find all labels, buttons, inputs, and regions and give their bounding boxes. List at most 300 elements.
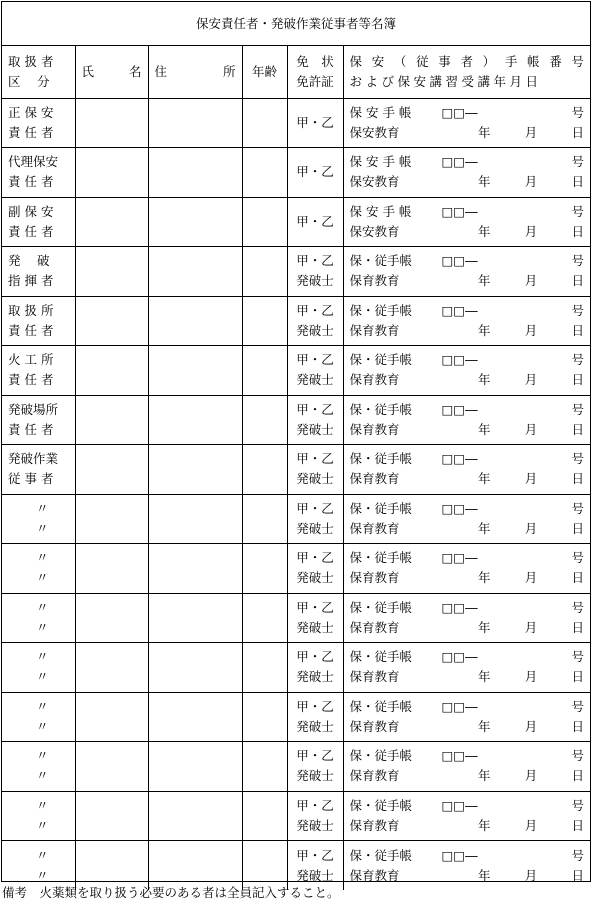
category-cell — [2, 98, 75, 148]
license-line1: 甲・乙 — [296, 401, 334, 417]
category-line2: 〃 — [36, 867, 49, 883]
education-type: 保育教育 — [349, 817, 400, 833]
table-row — [2, 643, 590, 693]
roster-form — [1, 1, 591, 882]
license-line2: 発破士 — [296, 669, 334, 685]
education-date-line — [350, 766, 591, 786]
category-cell — [2, 643, 75, 693]
name-cell[interactable] — [75, 395, 148, 445]
education-type: 保育教育 — [349, 867, 400, 883]
education-date-line — [350, 172, 591, 192]
license-line1: 甲・乙 — [296, 599, 334, 615]
header-handbook — [343, 46, 590, 98]
category-line1: 発破作業 — [8, 451, 59, 467]
license-cell — [287, 197, 343, 247]
header-category — [2, 46, 75, 98]
handbook-number-prefix: □□― — [441, 550, 478, 566]
license-cell — [287, 346, 343, 396]
age-cell[interactable] — [242, 544, 287, 594]
go-label: 号 — [571, 253, 584, 269]
education-date-line — [350, 321, 591, 341]
education-date-line — [350, 370, 591, 390]
category-line2: 指 揮 者 — [8, 273, 54, 289]
handbook-number-prefix: □□― — [441, 401, 478, 417]
handbook-number-prefix: □□― — [441, 847, 478, 863]
license-line1: 甲・乙 — [296, 451, 334, 467]
handbook-type: 保・従手帳 — [349, 253, 413, 269]
handbook-cell — [343, 296, 590, 346]
go-label: 号 — [571, 352, 584, 368]
year-label: 年 — [478, 372, 491, 388]
age-cell[interactable] — [242, 841, 287, 891]
name-cell[interactable] — [75, 98, 148, 148]
handbook-number-line — [350, 400, 591, 420]
year-label: 年 — [478, 322, 491, 338]
age-cell[interactable] — [242, 643, 287, 693]
age-cell[interactable] — [242, 296, 287, 346]
category-line2: 〃 — [36, 570, 49, 586]
table-row — [2, 494, 590, 544]
handbook-number-line — [350, 350, 591, 370]
license-line1: 甲・乙 — [296, 253, 334, 269]
license-line2: 発破士 — [296, 372, 334, 388]
handbook-cell — [343, 643, 590, 693]
go-label: 号 — [571, 550, 584, 566]
header-license-line2: 免許証 — [296, 73, 334, 89]
handbook-number-prefix: □□― — [441, 599, 478, 615]
month-label: 月 — [524, 124, 538, 140]
education-date-line — [350, 469, 591, 489]
year-label: 年 — [478, 570, 491, 586]
category-cell — [2, 494, 75, 544]
day-label: 日 — [571, 421, 584, 437]
age-cell[interactable] — [242, 791, 287, 841]
license-cell — [287, 791, 343, 841]
handbook-number-prefix: □□― — [441, 302, 478, 318]
header-address — [148, 46, 242, 98]
name-cell[interactable] — [75, 544, 148, 594]
handbook-number-line — [350, 647, 591, 667]
license-line1: 甲・乙 — [296, 302, 334, 318]
license-cell — [287, 593, 343, 643]
handbook-number-prefix: □□― — [441, 698, 478, 714]
handbook-number-prefix: □□― — [441, 253, 478, 269]
month-label: 月 — [524, 174, 538, 190]
month-label: 月 — [524, 570, 538, 586]
month-label: 月 — [524, 520, 538, 536]
month-label: 月 — [524, 669, 538, 685]
age-cell[interactable] — [242, 197, 287, 247]
address-cell[interactable] — [148, 247, 242, 297]
day-label: 日 — [571, 570, 584, 586]
month-label: 月 — [524, 718, 538, 734]
license-line1: 甲・乙 — [296, 649, 334, 665]
go-label: 号 — [571, 599, 584, 615]
remarks-note: 備考 火薬類を取り扱う必要のある者は全員記入すること。 — [2, 885, 340, 900]
handbook-number-line — [350, 251, 591, 271]
education-date-line — [350, 866, 591, 886]
handbook-cell — [343, 593, 590, 643]
category-cell — [2, 791, 75, 841]
day-label: 日 — [571, 174, 584, 190]
license-cell — [287, 494, 343, 544]
license-line2: 発破士 — [296, 768, 334, 784]
license-line2: 発破士 — [296, 322, 334, 338]
category-line2: 責 任 者 — [8, 174, 54, 190]
category-line1: 発 破 — [8, 253, 50, 269]
license-line1: 甲・乙 — [296, 748, 334, 764]
name-cell[interactable] — [75, 742, 148, 792]
table-row — [2, 296, 590, 346]
category-line2: 〃 — [36, 817, 49, 833]
education-type: 保育教育 — [349, 372, 400, 388]
license-cell — [287, 544, 343, 594]
license-line2: 発破士 — [296, 273, 334, 289]
address-cell[interactable] — [148, 841, 242, 891]
header-name-left: 氏 — [81, 63, 95, 79]
day-label: 日 — [571, 223, 584, 239]
education-type: 保育教育 — [349, 570, 400, 586]
address-cell[interactable] — [148, 98, 242, 148]
license-line2: 発破士 — [296, 520, 334, 536]
license-line2: 発破士 — [296, 421, 334, 437]
category-line1: 〃 — [36, 797, 49, 813]
license-line2: 発破士 — [296, 817, 334, 833]
education-date-line — [350, 123, 591, 143]
handbook-number-prefix: □□― — [441, 154, 478, 170]
month-label: 月 — [524, 817, 538, 833]
handbook-number-line — [350, 103, 591, 123]
license-cell — [287, 643, 343, 693]
age-cell[interactable] — [242, 742, 287, 792]
education-type: 保育教育 — [349, 322, 400, 338]
handbook-type: 保 安 手 帳 — [349, 203, 412, 219]
education-type: 保安教育 — [349, 174, 400, 190]
name-cell[interactable] — [75, 841, 148, 891]
license-cell — [287, 841, 343, 891]
handbook-number-line — [350, 548, 591, 568]
handbook-cell — [343, 346, 590, 396]
year-label: 年 — [478, 273, 491, 289]
category-line1: 〃 — [36, 649, 49, 665]
license-line2: 発破士 — [296, 867, 334, 883]
handbook-type: 保・従手帳 — [349, 797, 413, 813]
education-type: 保育教育 — [349, 520, 400, 536]
education-date-line — [350, 271, 591, 291]
day-label: 日 — [571, 124, 584, 140]
category-line2: 〃 — [36, 768, 49, 784]
license-line1: 甲・乙 — [296, 698, 334, 714]
education-date-line — [350, 222, 591, 242]
name-cell[interactable] — [75, 247, 148, 297]
year-label: 年 — [478, 817, 491, 833]
license-cell — [287, 247, 343, 297]
day-label: 日 — [571, 619, 584, 635]
address-cell[interactable] — [148, 593, 242, 643]
category-line1: 〃 — [36, 500, 49, 516]
table-row — [2, 346, 590, 396]
handbook-number-prefix: □□― — [441, 500, 478, 516]
age-cell[interactable] — [242, 692, 287, 742]
handbook-type: 保・従手帳 — [349, 550, 413, 566]
handbook-number-line — [350, 796, 591, 816]
handbook-number-prefix: □□― — [441, 797, 478, 813]
header-name — [75, 46, 148, 98]
year-label: 年 — [478, 471, 491, 487]
age-cell[interactable] — [242, 346, 287, 396]
age-cell[interactable] — [242, 98, 287, 148]
education-date-line — [350, 717, 591, 737]
category-line1: 代理保安 — [8, 154, 59, 170]
year-label: 年 — [478, 520, 491, 536]
education-type: 保安教育 — [349, 124, 400, 140]
name-cell[interactable] — [75, 445, 148, 495]
table-row — [2, 544, 590, 594]
handbook-cell — [343, 395, 590, 445]
category-cell — [2, 247, 75, 297]
year-label: 年 — [478, 124, 491, 140]
address-cell[interactable] — [148, 742, 242, 792]
category-line1: 〃 — [36, 748, 49, 764]
address-cell[interactable] — [148, 692, 242, 742]
handbook-number-prefix: □□― — [441, 649, 478, 665]
handbook-type: 保・従手帳 — [349, 500, 413, 516]
category-line1: 火 工 所 — [8, 352, 54, 368]
education-type: 保育教育 — [349, 619, 400, 635]
category-line2: 責 任 者 — [8, 421, 54, 437]
address-cell[interactable] — [148, 544, 242, 594]
header-category-line2: 区 分 — [8, 73, 50, 89]
education-type: 保育教育 — [349, 718, 400, 734]
category-cell — [2, 593, 75, 643]
handbook-cell — [343, 148, 590, 198]
address-cell[interactable] — [148, 494, 242, 544]
age-cell[interactable] — [242, 445, 287, 495]
name-cell[interactable] — [75, 593, 148, 643]
table-row — [2, 98, 590, 148]
year-label: 年 — [478, 768, 491, 784]
education-date-line — [350, 667, 591, 687]
handbook-type: 保・従手帳 — [349, 302, 413, 318]
license-line1: 甲・乙 — [296, 164, 334, 180]
table-row — [2, 197, 590, 247]
year-label: 年 — [478, 421, 491, 437]
handbook-cell — [343, 742, 590, 792]
handbook-type: 保 安 手 帳 — [349, 154, 412, 170]
handbook-cell — [343, 544, 590, 594]
address-cell[interactable] — [148, 296, 242, 346]
address-cell[interactable] — [148, 148, 242, 198]
education-type: 保育教育 — [349, 768, 400, 784]
handbook-cell — [343, 692, 590, 742]
handbook-type: 保・従手帳 — [349, 401, 413, 417]
education-type: 保安教育 — [349, 223, 400, 239]
category-line2: 〃 — [36, 520, 49, 536]
license-line2: 発破士 — [296, 718, 334, 734]
name-cell[interactable] — [75, 197, 148, 247]
handbook-number-line — [350, 697, 591, 717]
month-label: 月 — [524, 619, 538, 635]
license-cell — [287, 296, 343, 346]
category-cell — [2, 395, 75, 445]
go-label: 号 — [571, 154, 584, 170]
go-label: 号 — [571, 698, 584, 714]
day-label: 日 — [571, 867, 584, 883]
address-cell[interactable] — [148, 346, 242, 396]
license-line2: 発破士 — [296, 570, 334, 586]
education-type: 保育教育 — [349, 421, 400, 437]
address-cell[interactable] — [148, 445, 242, 495]
education-date-line — [350, 568, 591, 588]
year-label: 年 — [478, 174, 491, 190]
license-line1: 甲・乙 — [296, 114, 334, 130]
year-label: 年 — [478, 718, 491, 734]
license-cell — [287, 98, 343, 148]
handbook-cell — [343, 247, 590, 297]
day-label: 日 — [571, 817, 584, 833]
year-label: 年 — [478, 867, 491, 883]
form-title: 保安責任者・発破作業従事者等名簿 — [2, 2, 590, 46]
age-cell[interactable] — [242, 395, 287, 445]
handbook-number-line — [350, 152, 591, 172]
day-label: 日 — [571, 669, 584, 685]
license-line2: 発破士 — [296, 471, 334, 487]
license-line1: 甲・乙 — [296, 847, 334, 863]
go-label: 号 — [571, 649, 584, 665]
handbook-type: 保・従手帳 — [349, 352, 413, 368]
address-cell[interactable] — [148, 791, 242, 841]
go-label: 号 — [571, 302, 584, 318]
category-cell — [2, 544, 75, 594]
age-cell[interactable] — [242, 247, 287, 297]
table-row — [2, 593, 590, 643]
year-label: 年 — [478, 669, 491, 685]
day-label: 日 — [571, 322, 584, 338]
month-label: 月 — [524, 867, 538, 883]
name-cell[interactable] — [75, 346, 148, 396]
handbook-number-line — [350, 499, 591, 519]
handbook-number-prefix: □□― — [441, 748, 478, 764]
table-row — [2, 791, 590, 841]
go-label: 号 — [571, 847, 584, 863]
license-line1: 甲・乙 — [296, 797, 334, 813]
address-cell[interactable] — [148, 197, 242, 247]
day-label: 日 — [571, 372, 584, 388]
handbook-number-prefix: □□― — [441, 451, 478, 467]
education-date-line — [350, 420, 591, 440]
month-label: 月 — [524, 322, 538, 338]
category-line1: 〃 — [36, 847, 49, 863]
handbook-number-prefix: □□― — [441, 104, 478, 120]
year-label: 年 — [478, 619, 491, 635]
header-license — [287, 46, 343, 98]
name-cell[interactable] — [75, 296, 148, 346]
year-label: 年 — [478, 223, 491, 239]
go-label: 号 — [571, 104, 584, 120]
education-type: 保育教育 — [349, 273, 400, 289]
address-cell[interactable] — [148, 643, 242, 693]
license-line1: 甲・乙 — [296, 500, 334, 516]
education-type: 保育教育 — [349, 471, 400, 487]
header-address-right: 所 — [222, 63, 236, 79]
table-row — [2, 742, 590, 792]
table-row — [2, 148, 590, 198]
category-cell — [2, 346, 75, 396]
header-handbook-line2: および保安講習受講年月日 — [349, 73, 542, 89]
handbook-cell — [343, 494, 590, 544]
handbook-type: 保・従手帳 — [349, 599, 413, 615]
table-row — [2, 692, 590, 742]
category-cell — [2, 841, 75, 891]
handbook-type: 保 安 手 帳 — [349, 104, 412, 120]
name-cell[interactable] — [75, 494, 148, 544]
table-row — [2, 445, 590, 495]
go-label: 号 — [571, 451, 584, 467]
category-line2: 従 事 者 — [8, 471, 54, 487]
go-label: 号 — [571, 401, 584, 417]
category-line1: 〃 — [36, 698, 49, 714]
handbook-type: 保・従手帳 — [349, 451, 413, 467]
handbook-number-prefix: □□― — [441, 203, 478, 219]
name-cell[interactable] — [75, 148, 148, 198]
header-name-right: 名 — [128, 63, 142, 79]
handbook-number-line — [350, 598, 591, 618]
handbook-type: 保・従手帳 — [349, 649, 413, 665]
header-handbook-line1: 保 安 （ 従 事 者 ） 手 帳 番 号 — [349, 53, 584, 69]
license-cell — [287, 395, 343, 445]
category-cell — [2, 742, 75, 792]
age-cell[interactable] — [242, 593, 287, 643]
go-label: 号 — [571, 500, 584, 516]
handbook-number-prefix: □□― — [441, 352, 478, 368]
month-label: 月 — [524, 421, 538, 437]
table-row — [2, 841, 590, 891]
category-cell — [2, 197, 75, 247]
name-cell[interactable] — [75, 692, 148, 742]
handbook-cell — [343, 791, 590, 841]
license-line1: 甲・乙 — [296, 352, 334, 368]
category-line2: 責 任 者 — [8, 322, 54, 338]
age-cell[interactable] — [242, 494, 287, 544]
education-type: 保育教育 — [349, 669, 400, 685]
month-label: 月 — [524, 768, 538, 784]
header-address-left: 住 — [154, 63, 168, 79]
name-cell[interactable] — [75, 643, 148, 693]
go-label: 号 — [571, 797, 584, 813]
header-row — [2, 46, 590, 98]
handbook-cell — [343, 98, 590, 148]
handbook-number-line — [350, 301, 591, 321]
month-label: 月 — [524, 471, 538, 487]
handbook-type: 保・従手帳 — [349, 748, 413, 764]
category-line2: 責 任 者 — [8, 372, 54, 388]
license-line1: 甲・乙 — [296, 213, 334, 229]
license-cell — [287, 148, 343, 198]
handbook-cell — [343, 197, 590, 247]
name-cell[interactable] — [75, 791, 148, 841]
month-label: 月 — [524, 372, 538, 388]
handbook-cell — [343, 445, 590, 495]
age-cell[interactable] — [242, 148, 287, 198]
header-license-line1: 免 状 — [296, 53, 334, 69]
license-cell — [287, 445, 343, 495]
license-line1: 甲・乙 — [296, 550, 334, 566]
month-label: 月 — [524, 273, 538, 289]
education-date-line — [350, 816, 591, 836]
header-age: 年齢 — [242, 46, 287, 98]
handbook-number-line — [350, 746, 591, 766]
address-cell[interactable] — [148, 395, 242, 445]
